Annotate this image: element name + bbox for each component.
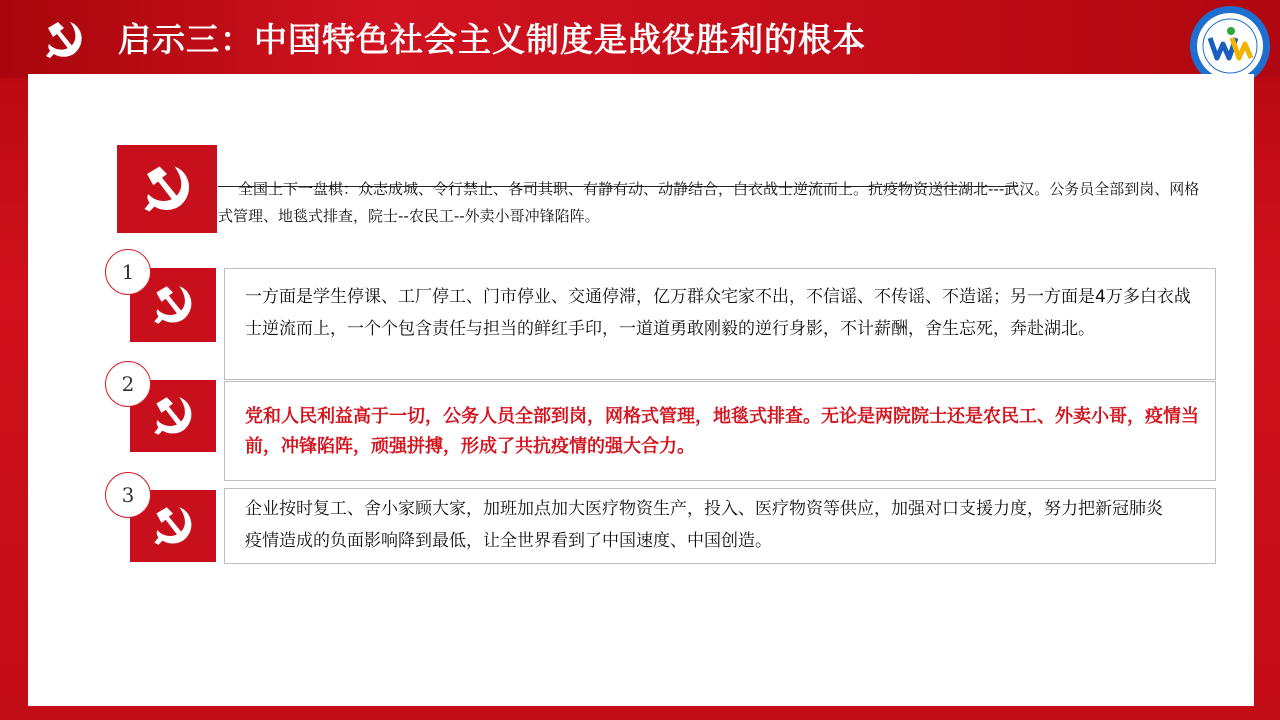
item-box-3 [224, 488, 1216, 564]
item-number-1: 1 [105, 249, 151, 295]
item-text-2: 党和人民利益高于一切，公务人员全部到岗，网格式管理，地毯式排查。无论是两院院士还是农民工、外卖小哥，疫情当前，冲锋陷阵，顽强拼搏，形成了共抗疫情的强大合力。 [245, 406, 1199, 457]
item-number-2: 2 [105, 361, 151, 407]
intro-text: 全国上下一盘棋：众志成城、令行禁止、各司其职、有静有动、动静结合，白衣战士逆流而上。抗疫物资送往湖北---武汉。公务员全部到岗、网格式管理、地毯式排查，院士--农民工--外卖小哥冲锋陷阵。 [218, 180, 1200, 225]
hammer-sickle-icon [137, 159, 197, 219]
item-text-3: 企业按时复工、舍小家顾大家，加班加点加大医疗物资生产，投入、医疗物资等供应，加强对口支援力度，努力把新冠肺炎疫情造成的负面影响降到最低，让全世界看到了中国速度、中国创造。 [245, 499, 1163, 551]
hammer-sickle-icon [148, 501, 198, 551]
item-box-1 [224, 268, 1216, 380]
item-text-1: 一方面是学生停课、工厂停工、门市停业、交通停滞，亿万群众宅家不出，不信谣、不传谣、不造谣；另一方面是4万多白衣战士逆流而上，一个个包含责任与担当的鲜红手印，一道道勇敢刚毅的逆行身影，不计薪酬，舍生忘死，奔赴湖北。 [245, 287, 1191, 339]
item-number-3: 3 [105, 472, 151, 518]
intro-emblem [117, 145, 217, 233]
hammer-sickle-icon [148, 391, 198, 441]
item-box-2 [224, 381, 1216, 481]
hammer-sickle-icon [40, 16, 88, 64]
page-title: 启示三：中国特色社会主义制度是战役胜利的根本 [118, 20, 866, 59]
hammer-sickle-icon [148, 280, 198, 330]
